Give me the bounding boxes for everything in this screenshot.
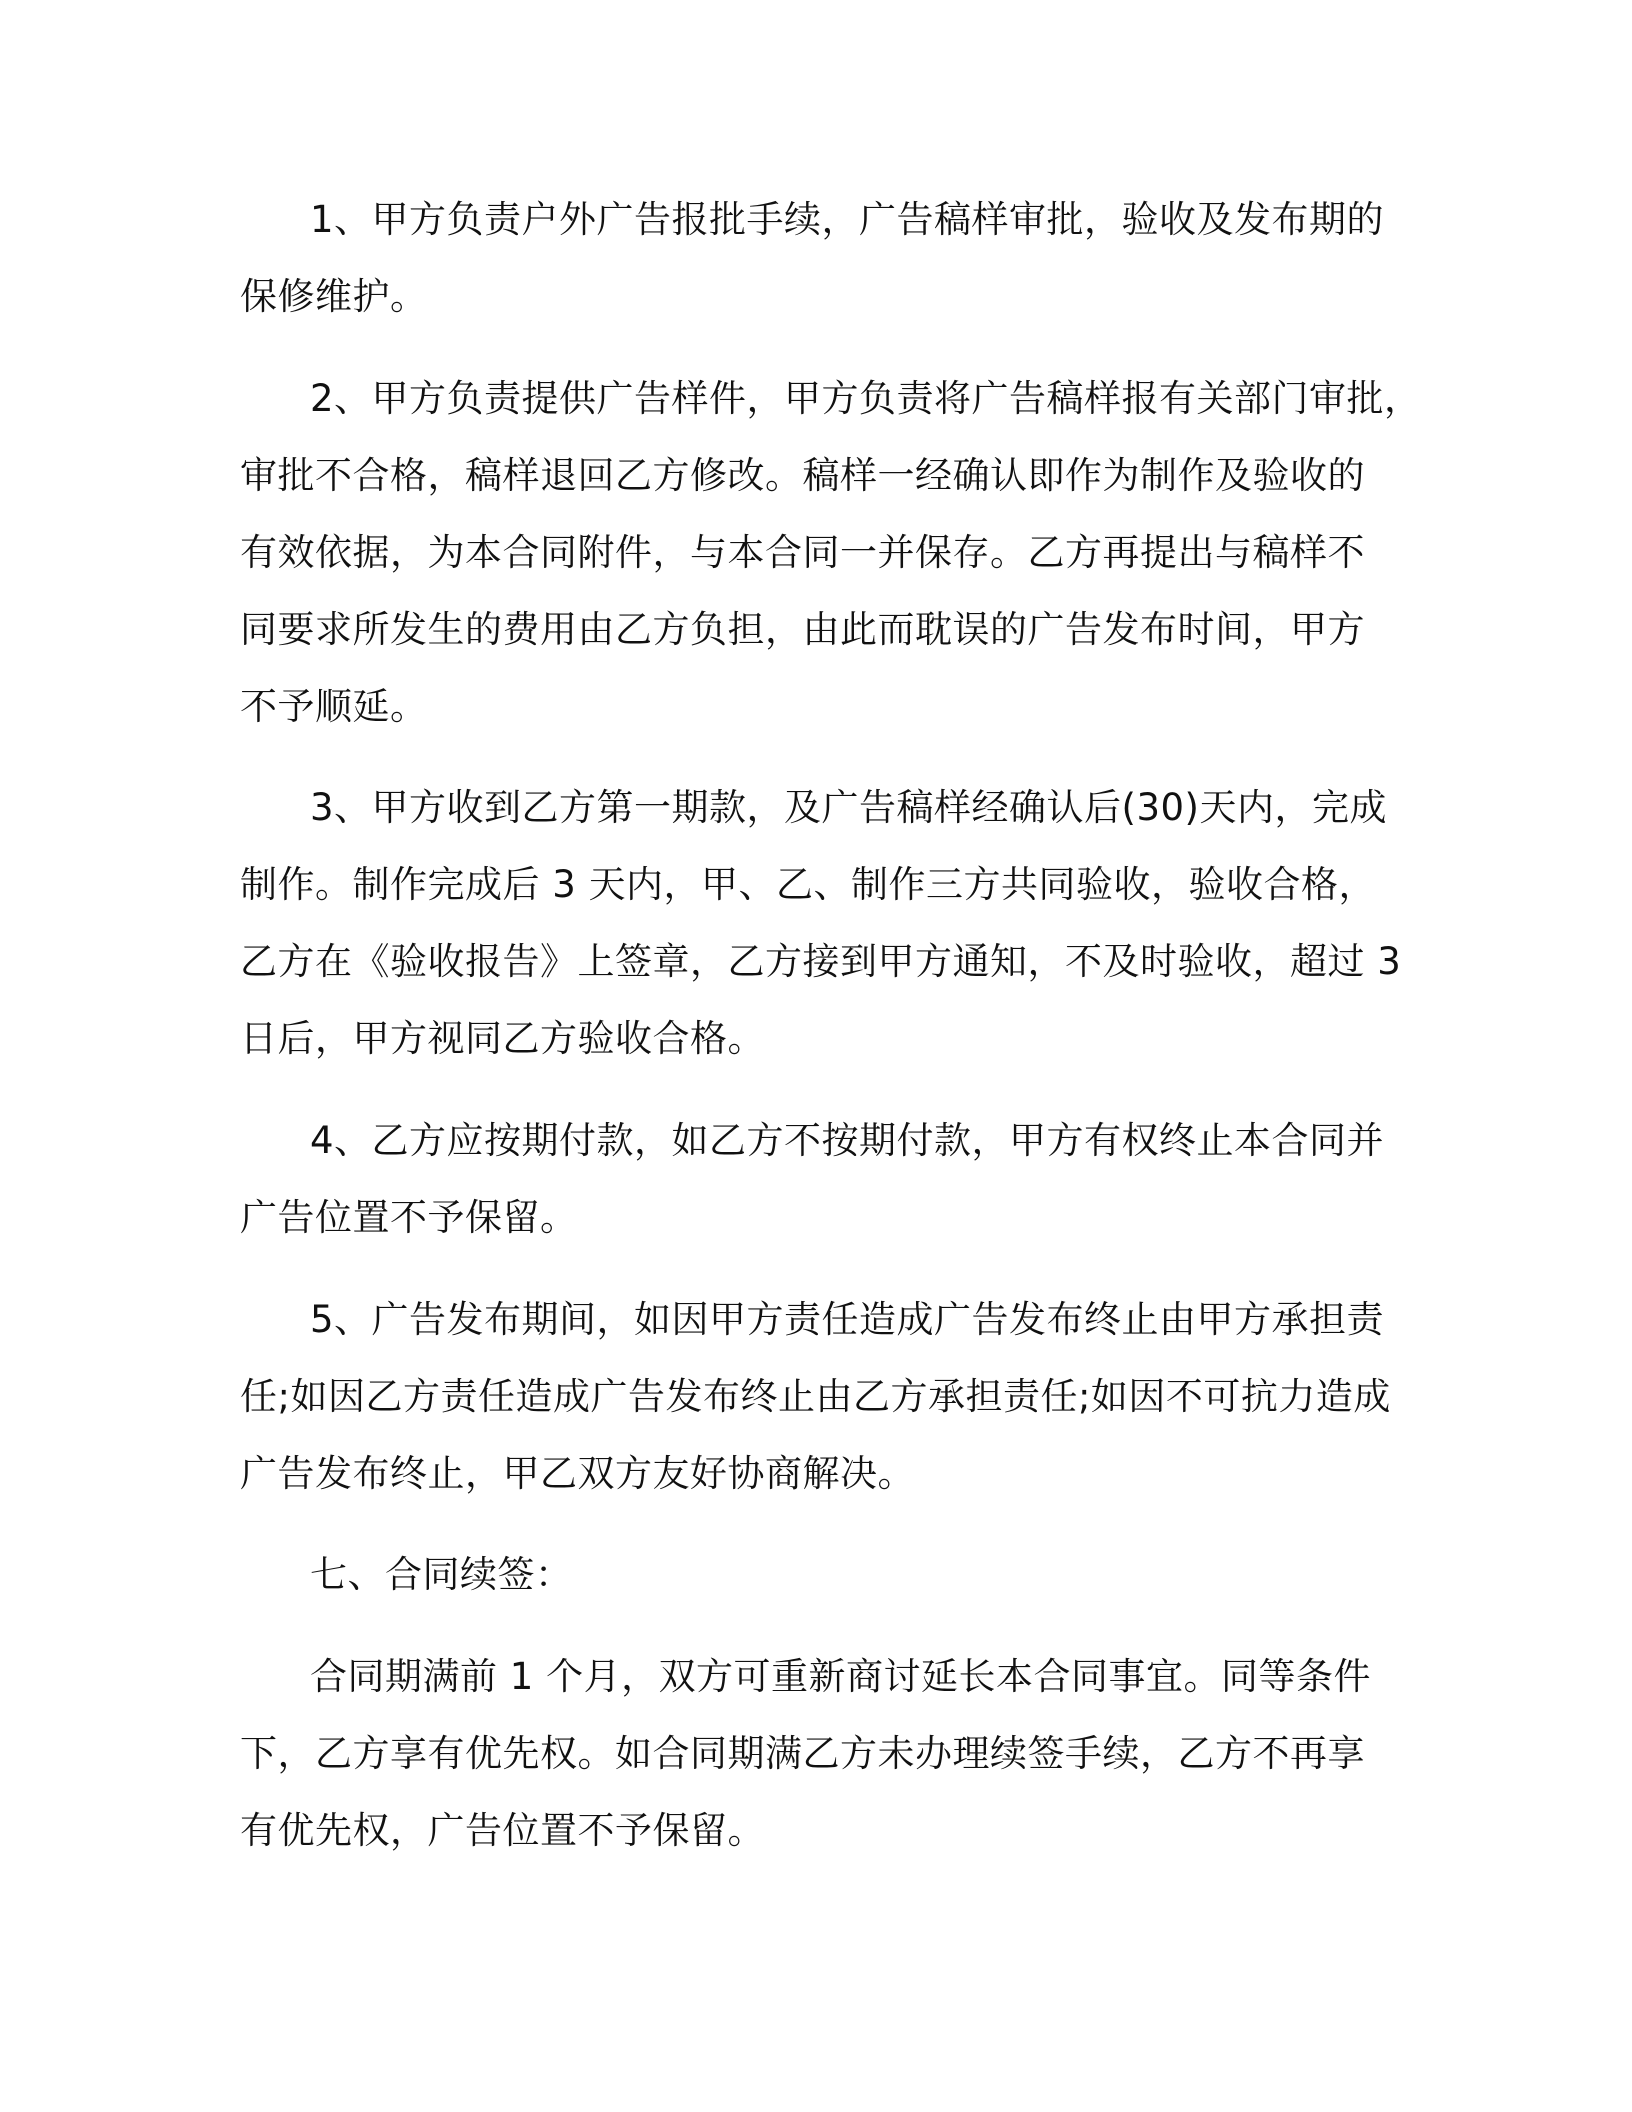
clause-3-line-2: 制作。制作完成后 3 天内，甲、乙、制作三方共同验收，验收合格，	[240, 863, 1377, 906]
clause-2-line-1: 2、甲方负责提供广告样件，甲方负责将广告稿样报有关部门审批，	[310, 377, 1422, 420]
clause-2-line-2: 审批不合格，稿样退回乙方修改。稿样一经确认即作为制作及验收的	[240, 454, 1365, 497]
clause-3-line-4: 日后，甲方视同乙方验收合格。	[240, 1017, 765, 1060]
clause-2-line-5: 不予顺延。	[240, 685, 428, 728]
clause-5-line-2: 任;如因乙方责任造成广告发布终止由乙方承担责任;如因不可抗力造成	[240, 1375, 1391, 1418]
clause-5-line-1: 5、广告发布期间，如因甲方责任造成广告发布终止由甲方承担责	[310, 1298, 1385, 1341]
section-7-heading: 七、合同续签：	[310, 1553, 573, 1596]
renewal-line-1: 合同期满前 1 个月，双方可重新商讨延长本合同事宜。同等条件	[310, 1655, 1372, 1698]
clause-1-line-2: 保修维护。	[240, 275, 428, 318]
clause-5-line-3: 广告发布终止，甲乙双方友好协商解决。	[240, 1452, 915, 1495]
clause-4-line-2: 广告位置不予保留。	[240, 1196, 578, 1239]
clause-3-line-1: 3、甲方收到乙方第一期款，及广告稿样经确认后(30)天内，完成	[310, 786, 1387, 829]
clause-2-line-3: 有效依据，为本合同附件，与本合同一并保存。乙方再提出与稿样不	[240, 531, 1365, 574]
clause-4-line-1: 4、乙方应按期付款，如乙方不按期付款，甲方有权终止本合同并	[310, 1119, 1385, 1162]
renewal-line-3: 有优先权，广告位置不予保留。	[240, 1809, 765, 1852]
clause-3-line-3: 乙方在《验收报告》上签章，乙方接到甲方通知，不及时验收，超过 3	[240, 940, 1402, 983]
clause-1-line-1: 1、甲方负责户外广告报批手续，广告稿样审批，验收及发布期的	[310, 198, 1385, 241]
clause-2-line-4: 同要求所发生的费用由乙方负担，由此而耽误的广告发布时间，甲方	[240, 608, 1365, 651]
renewal-line-2: 下，乙方享有优先权。如合同期满乙方未办理续签手续，乙方不再享	[240, 1732, 1365, 1775]
